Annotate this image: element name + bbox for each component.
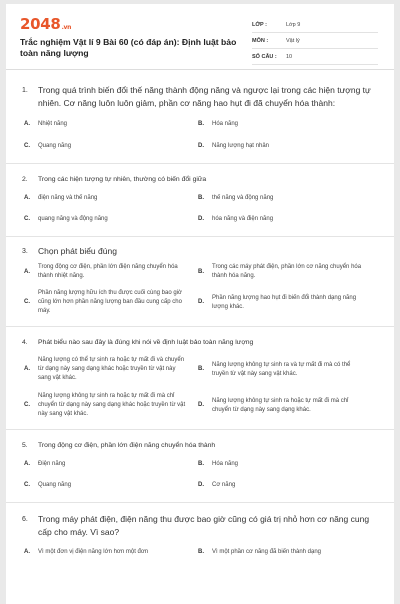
option-text: Năng lượng có thể tự sinh ra hoặc tự mất đi và chuyển từ dạng này sang dạng khác hoặc truyền từ vật này sang vật khác. <box>38 357 185 381</box>
question-3 <box>6 237 394 326</box>
option-letter: B. <box>198 549 204 555</box>
option-letter: D. <box>198 482 204 488</box>
option-text: Trong các máy phát điện, phần lớn cơ năng chuyển hóa thành hóa năng. <box>212 264 362 279</box>
option-text: Năng lượng không tự sinh ra hoặc tự mất đi mà chỉ chuyển từ dạng này sang dạng khác. <box>212 397 349 413</box>
answer-option-c[interactable] <box>22 142 194 151</box>
option-letter: A. <box>24 549 30 555</box>
answer-option-b[interactable] <box>196 263 368 281</box>
option-letter: C. <box>24 402 30 408</box>
option-letter: A. <box>24 268 30 275</box>
meta-value-subject: Vật lý <box>286 37 300 44</box>
option-text: Quang năng <box>38 482 72 488</box>
option-letter: A. <box>24 461 30 467</box>
option-text: Phần năng lượng hao hụt đi biến đổi thành dạng năng lượng khác. <box>212 294 357 310</box>
option-letter: B. <box>198 195 204 201</box>
option-letter: B. <box>198 366 204 372</box>
option-letter: A. <box>24 121 30 127</box>
option-text: Hóa năng <box>212 461 239 467</box>
answer-option-d[interactable] <box>196 289 368 316</box>
answer-option-b[interactable] <box>196 548 368 557</box>
answer-option-d[interactable] <box>196 481 368 490</box>
question-body: Phát biểu nào sau đây là đúng khi nói về định luật bảo toàn năng lượng <box>38 339 254 346</box>
option-letter: B. <box>198 461 204 467</box>
option-text: thế năng và động năng <box>212 195 274 201</box>
answer-option-c[interactable] <box>22 289 194 316</box>
answer-option-b[interactable] <box>196 194 368 203</box>
option-text: Vì một phần cơ năng đã biến thành dạng <box>212 549 322 555</box>
answer-option-b[interactable] <box>196 460 368 469</box>
logo-text: 2048 <box>20 15 61 33</box>
answer-options <box>22 263 378 316</box>
option-letter: C. <box>24 482 30 488</box>
option-text: Năng lượng hạt nhân <box>212 143 269 149</box>
meta-row-class <box>252 17 378 33</box>
option-text: Năng lượng không tự sinh ra hoặc tự mất đi mà chỉ chuyển từ dạng này sang dạng khác hoặc truyền từ vật này sang vật khác. <box>38 393 186 417</box>
meta-value-class: Lớp 9 <box>286 21 301 28</box>
option-letter: B. <box>198 268 204 275</box>
option-text: Trong động cơ điện, phần lớn điện năng chuyển hóa thành nhiệt năng. <box>38 264 178 279</box>
answer-option-c[interactable] <box>22 481 194 490</box>
quiz-meta-table <box>252 17 378 65</box>
meta-label-class: LỚP : <box>252 21 267 28</box>
option-letter: D. <box>198 299 204 305</box>
option-letter: A. <box>24 195 30 201</box>
question-body: Trong máy phát điện, điện năng thu được bao giờ cũng có giá trị nhỏ hơn cơ năng cung cấp cho máy. Vì sao? <box>38 514 370 537</box>
question-number: 5. <box>22 442 28 449</box>
meta-row-subject <box>252 33 378 49</box>
answer-option-d[interactable] <box>196 215 368 224</box>
option-letter: C. <box>24 143 30 149</box>
answer-options <box>22 194 378 224</box>
question-4 <box>6 327 394 429</box>
option-letter: A. <box>24 366 30 372</box>
question-body: Trong động cơ điện, phần lớn điện năng chuyển hóa thành <box>38 442 216 449</box>
answer-option-d[interactable] <box>196 142 368 151</box>
question-number: 3. <box>22 248 28 255</box>
answer-option-a[interactable] <box>22 548 194 557</box>
question-1 <box>6 70 394 163</box>
answer-option-a[interactable] <box>22 460 194 469</box>
option-text: Cơ năng <box>212 482 236 488</box>
option-letter: D. <box>198 402 204 408</box>
answer-option-a[interactable] <box>22 194 194 203</box>
option-text: hóa năng và điện năng <box>212 216 274 222</box>
question-body: Chọn phát biểu đúng <box>38 246 117 256</box>
question-text <box>22 440 378 451</box>
answer-option-a[interactable] <box>22 263 194 281</box>
option-letter: C. <box>24 299 30 305</box>
option-text: điện năng và thế năng <box>38 195 98 201</box>
meta-label-count: SỐ CÂU : <box>252 53 277 60</box>
option-text: Phần năng lượng hữu ích thu được cuối cùng bao giờ cũng lớn hơn phần năng lượng ban đầu cung cấp cho máy. <box>38 290 182 314</box>
question-text <box>22 337 378 348</box>
question-number: 1. <box>22 87 28 94</box>
quiz-header <box>6 4 394 70</box>
question-body: Trong quá trình biến đổi thế năng thành động năng và ngược lại trong các hiện tượng tự nhiên. Cơ năng luôn luôn giảm, phần cơ năng hao hụt đi đã chuyển hóa thành: <box>38 85 371 108</box>
option-letter: D. <box>198 216 204 222</box>
question-2 <box>6 164 394 236</box>
site-logo[interactable] <box>20 15 71 33</box>
option-letter: C. <box>24 216 30 222</box>
question-number: 2. <box>22 176 28 183</box>
option-text: Năng lượng không tự sinh ra và tự mất đi mà có thể truyền từ vật này sang vật khác. <box>212 361 351 377</box>
logo-suffix: .vn <box>61 24 72 31</box>
answer-option-c[interactable] <box>22 392 194 419</box>
question-text <box>22 84 378 110</box>
answer-options <box>22 120 378 151</box>
option-text: Vì một đơn vị điện năng lớn hơn một đơn <box>38 549 149 555</box>
question-text <box>22 245 378 258</box>
option-text: quang năng và động năng <box>38 216 108 222</box>
option-text: Nhiệt năng <box>38 121 68 127</box>
answer-options <box>22 356 378 419</box>
meta-row-count <box>252 49 378 65</box>
answer-options <box>22 460 378 490</box>
answer-option-b[interactable] <box>196 120 368 129</box>
option-letter: D. <box>198 143 204 149</box>
answer-option-c[interactable] <box>22 215 194 224</box>
meta-label-subject: MÔN : <box>252 37 269 44</box>
option-text: Hóa năng <box>212 121 239 127</box>
option-text: Điện năng <box>38 461 66 467</box>
answer-option-a[interactable] <box>22 120 194 129</box>
option-text: Quang năng <box>38 143 72 149</box>
meta-value-count: 10 <box>286 53 293 60</box>
quiz-page <box>6 4 394 604</box>
answer-options <box>22 548 378 557</box>
quiz-title: Trắc nghiệm Vật lí 9 Bài 60 (có đáp án): Định luật bảo toàn năng lượng <box>20 37 237 58</box>
question-number: 4. <box>22 339 28 346</box>
question-text <box>22 174 378 185</box>
answer-option-a[interactable] <box>22 356 194 383</box>
question-number: 6. <box>22 516 28 523</box>
question-5 <box>6 430 394 502</box>
answer-option-b[interactable] <box>196 356 368 383</box>
answer-option-d[interactable] <box>196 392 368 419</box>
question-body: Trong các hiện tượng tự nhiên, thường có biến đổi giữa <box>38 176 207 183</box>
question-6 <box>6 503 394 557</box>
option-letter: B. <box>198 121 204 127</box>
question-text <box>22 513 378 539</box>
